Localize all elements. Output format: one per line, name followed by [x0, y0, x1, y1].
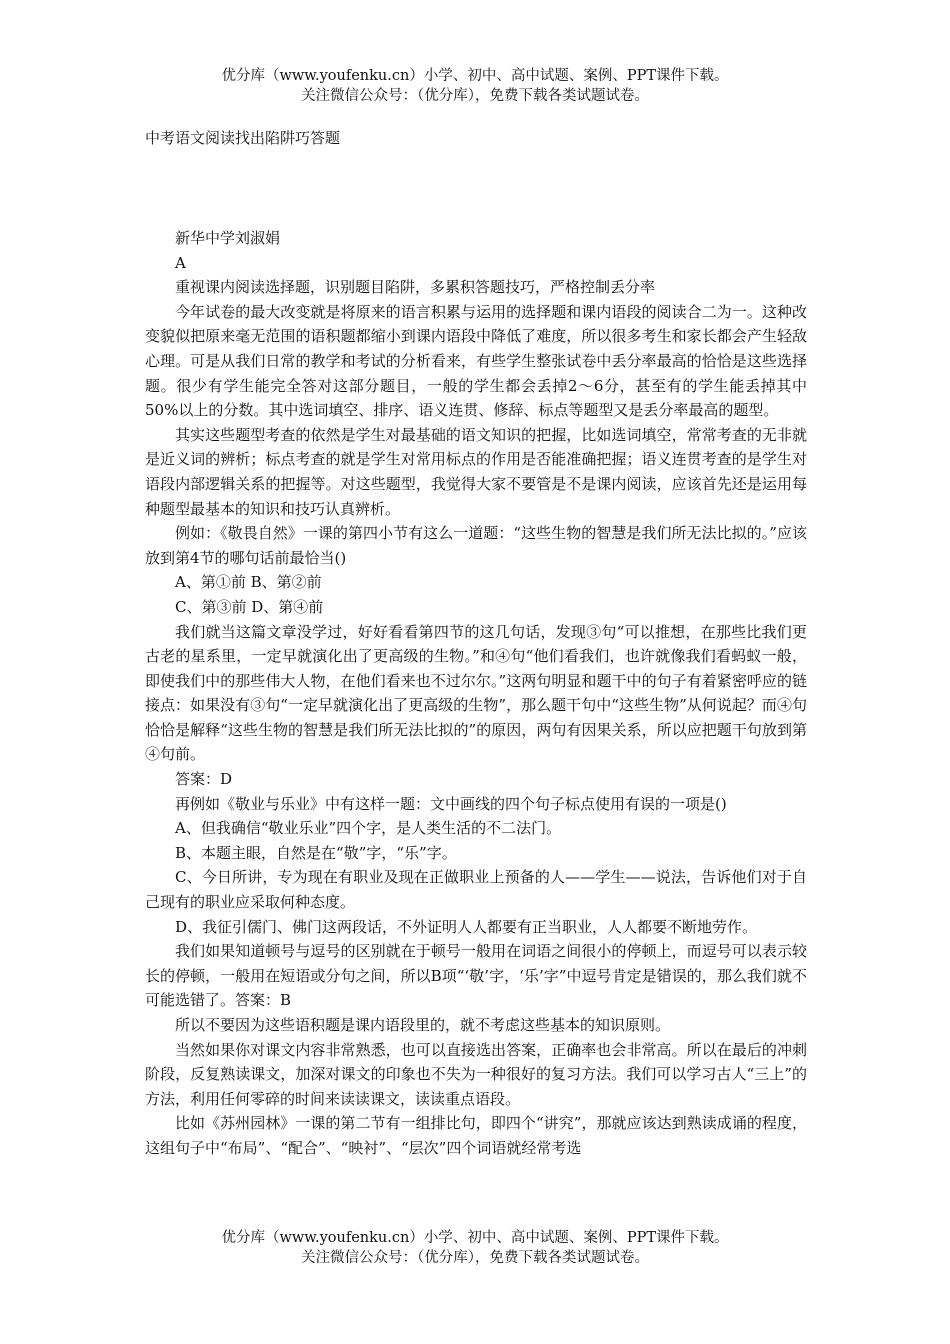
paragraph: C、第③前 D、第④前 [175, 597, 324, 616]
paragraph: 所以不要因为这些语积题是课内语段里的，就不考虑这些基本的知识原则。 [175, 1016, 671, 1034]
document-body [145, 226, 807, 1161]
paragraph: A [175, 253, 186, 272]
paragraph: 比如《苏州园林》一课的第二节有一组排比句，即四个“讲究”，那就应该达到熟读成诵的程度，这组句子中“布局”、“配合”、“映衬”、“层次”四个词语就经常考选 [145, 1114, 807, 1157]
paragraph: 我们如果知道顿号与逗号的区别就在于顿号一般用在词语之间很小的停顿上，而逗号可以表示较长的停顿，一般用在短语或分句之间，所以B项“‘敬’字，‘乐’字”中逗号肯定是错误的，那么我们就不可能选错了。答案：B [145, 942, 807, 1010]
paragraph: B、本题主眼，自然是在“敬”字，“乐”字。 [175, 843, 457, 862]
page-header [0, 66, 950, 106]
paragraph: 我们就当这篇文章没学过，好好看看第四节的这几句话，发现③句“可以推想，在那些比我们更古老的星系里，一定早就演化出了更高级的生物。”和④句“他们看我们，也许就像我们看蚂蚁一般，即使我们中的那些伟大人物，在他们看来也不过尔尔。”这两句明显和题干中的句子有着紧密呼应的链接点：如果没有③句“一定早就演化出了更高级的生物”，那么题干句中“这些生物”从何说起？而④句恰恰是解释“这些生物的智慧是我们所无法比拟的”的原因，两句有因果关系，所以应把题干句放到第④句前。 [145, 622, 807, 764]
paragraph: 新华中学刘淑娟 [175, 229, 281, 247]
paragraph: A、但我确信“敬业乐业”四个字，是人类生活的不二法门。 [175, 819, 562, 838]
paragraph: C、今日所讲，专为现在有职业及现在正做职业上预备的人——学生——说法，告诉他们对于自己现有的职业应采取何种态度。 [145, 868, 807, 912]
paragraph: 今年试卷的最大改变就是将原来的语言积累与运用的选择题和课内语段的阅读合二为一。这种改变貌似把原来毫无范围的语积题都缩小到课内语段中降低了难度，所以很多考生和家长都会产生轻敌心理。可是从我们日常的教学和考试的分析看来，有些学生整张试卷中丢分率最高的恰恰是这些选择题。很少有学生能完全答对这部分题目，一般的学生都会丢掉2～6分，甚至有的学生能丢掉其中50%以上的分数。其中选词填空、排序、语义连贯、修辞、标点等题型又是丢分率最高的题型。 [145, 302, 807, 420]
paragraph: 再例如《敬业与乐业》中有这样一题：文中画线的四个句子标点使用有误的一项是() [175, 794, 727, 813]
paragraph: D、我征引儒门、佛门这两段话，不外证明人人都要有正当职业，人人都要不断地劳作。 [175, 917, 758, 936]
header-line-1: 优分库（www.youfenku.cn）小学、初中、高中试题、案例、PPT课件下载。 [221, 68, 729, 84]
header-line-2: 关注微信公众号：（优分库），免费下载各类试题试卷。 [301, 88, 649, 104]
paragraph: A、第①前 B、第②前 [175, 573, 322, 592]
footer-line-1: 优分库（www.youfenku.cn）小学、初中、高中试题、案例、PPT课件下载。 [221, 1230, 729, 1246]
paragraph: 当然如果你对课文内容非常熟悉，也可以直接选出答案，正确率也会非常高。所以在最后的冲刺阶段，反复熟读课文，加深对课文的印象也不失为一种很好的复习方法。我们可以学习古人“三上”的方法，利用任何零碎的时间来读读课文，读读重点语段。 [145, 1040, 807, 1108]
page-footer [0, 1228, 950, 1268]
footer-line-2: 关注微信公众号：（优分库），免费下载各类试题试卷。 [301, 1250, 649, 1266]
paragraph: 重视课内阅读选择题，识别题目陷阱，多累积答题技巧，严格控制丢分率 [175, 278, 656, 297]
paragraph: 其实这些题型考查的依然是学生对最基础的语文知识的把握，比如选词填空，常常考查的无非就是近义词的辨析；标点考查的就是学生对常用标点的作用是否能准确把握；语义连贯考查的是学生对语段内部逻辑关系的把握等。对这些题型，我觉得大家不要管是不是课内阅读，应该首先还是运用每种题型最基本的知识和技巧认真辨析。 [145, 425, 807, 518]
paragraph: 例如：《敬畏自然》一课的第四小节有这么一道题：“这些生物的智慧是我们所无法比拟的。”应该放到第4节的哪句话前最恰当() [145, 524, 807, 567]
document-title: 中考语文阅读找出陷阱巧答题 [145, 129, 341, 147]
paragraph: 答案：D [175, 770, 233, 789]
